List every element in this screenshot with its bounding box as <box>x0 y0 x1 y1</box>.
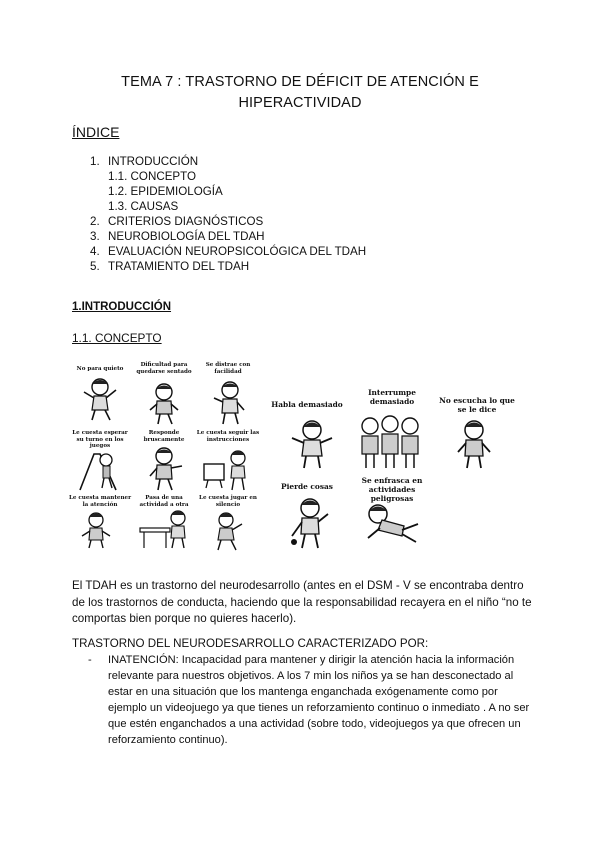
subsection-heading-concepto: 1.1. CONCEPTO <box>72 331 162 345</box>
caption-pasa-actividad: Pasa de una actividad a otra <box>139 495 189 508</box>
toc-number: 5. <box>90 260 100 273</box>
toc-label: 1.3. CAUSAS <box>108 200 179 213</box>
caption-interrumpe: Interrumpe demasiado <box>368 388 416 406</box>
child-losing-things-icon <box>288 496 334 550</box>
title-line-1: TEMA 7 : TRASTORNO DE DÉFICIT DE ATENCIÓN E <box>121 74 479 90</box>
child-figure-icon <box>144 382 184 426</box>
toc-label: CRITERIOS DIAGNÓSTICOS <box>108 215 264 228</box>
paragraph-tdah-definition: El TDAH es un trastorno del neurodesarrollo (antes en el DSM - V se encontraba dentro de los trastornos de conducta, haciendo que la responsabilidad recayera en el niño “no te comportas bien porque no quieres hacerlo). <box>72 579 532 625</box>
caption-dificultad-sentado: Dificultad para quedarse sentado <box>136 362 192 375</box>
caption-jugar-silencio: Le cuesta jugar en silencio <box>199 495 257 508</box>
toc-label: INTRODUCCIÓN <box>108 155 199 168</box>
caption-no-para-quieto: No para quieto <box>76 366 124 372</box>
toc-item-2 <box>90 214 366 229</box>
paragraph-trastorno-heading: TRASTORNO DEL NEURODESARROLLO CARACTERIZADO POR: <box>72 637 429 650</box>
caption-seguir-instrucciones: Le cuesta seguir las instrucciones <box>196 430 260 443</box>
caption-habla-demasiado: Habla demasiado <box>271 400 343 409</box>
toc-item-5 <box>90 259 366 274</box>
toc-item-1 <box>90 154 366 169</box>
caption-se-distrae: Se distrae con facilidad <box>205 362 251 375</box>
caption-responde-bruscamente: Responde bruscamente <box>143 430 185 443</box>
toc-item-4 <box>90 244 366 259</box>
child-figure-icon <box>208 380 248 426</box>
toc-label: TRATAMIENTO DEL TDAH <box>108 260 250 273</box>
child-tv-icon <box>202 448 252 492</box>
toc-number: 4. <box>90 245 100 258</box>
caption-esperar-turno: Le cuesta esperar su turno en los juegos <box>72 430 128 449</box>
section-heading-introduccion: 1.INTRODUCCIÓN <box>72 301 172 313</box>
document-title <box>60 72 540 114</box>
toc-label: 1.2. EPIDEMIOLOGÍA <box>108 185 223 198</box>
caption-mantener-atencion: Le cuesta mantener la atención <box>68 495 132 508</box>
child-slide-icon <box>76 446 124 492</box>
toc-label: 1.1. CONCEPTO <box>108 170 197 183</box>
child-figure-icon <box>146 446 186 492</box>
children-group-icon <box>356 414 426 470</box>
child-figure-icon <box>80 376 120 422</box>
toc-label: EVALUACIÓN NEUROPSICOLÓGICA DEL TDAH <box>108 245 367 258</box>
toc-number: 3. <box>90 230 100 243</box>
child-not-listening-icon <box>452 418 496 470</box>
caption-actividades-peligrosas: Se enfrasca en actividades peligrosas <box>361 476 423 503</box>
toc-item-1-2 <box>90 184 366 199</box>
table-of-contents <box>90 154 366 274</box>
index-heading: ÍNDICE <box>72 124 120 140</box>
caption-pierde-cosas: Pierde cosas <box>281 482 333 491</box>
child-talking-icon <box>288 418 336 470</box>
toc-item-1-3 <box>90 199 366 214</box>
child-dangerous-activity-icon <box>358 500 422 546</box>
bullet-dash: - <box>88 654 92 666</box>
title-line-2: HIPERACTIVIDAD <box>238 95 362 111</box>
child-desk-icon <box>136 508 192 550</box>
adhd-symptoms-illustration <box>66 358 526 554</box>
toc-item-1-1 <box>90 169 366 184</box>
child-figure-icon <box>76 510 116 550</box>
toc-number: 2. <box>90 215 100 228</box>
toc-item-3 <box>90 229 366 244</box>
toc-number: 1. <box>90 155 100 168</box>
bullet-text: INATENCIÓN: Incapacidad para mantener y dirigir la atención hacia la información relevante para nuestros objetivos. A los 7 min los niños ya se han desconectado al estar en una situación que los mantenga enganchada exógenamente como por ejemplo un videojuego ya que tienes un reforzamiento continuo o inmediato . A no ser que estén enganchados a una actividad (sobre todo, videojuegos ya que ofrecen un reforzamiento continuo). <box>108 654 530 746</box>
caption-no-escucha: No escucha lo que se le dice <box>439 396 515 414</box>
toc-label: NEUROBIOLOGÍA DEL TDAH <box>108 230 265 243</box>
child-figure-icon <box>208 510 248 552</box>
